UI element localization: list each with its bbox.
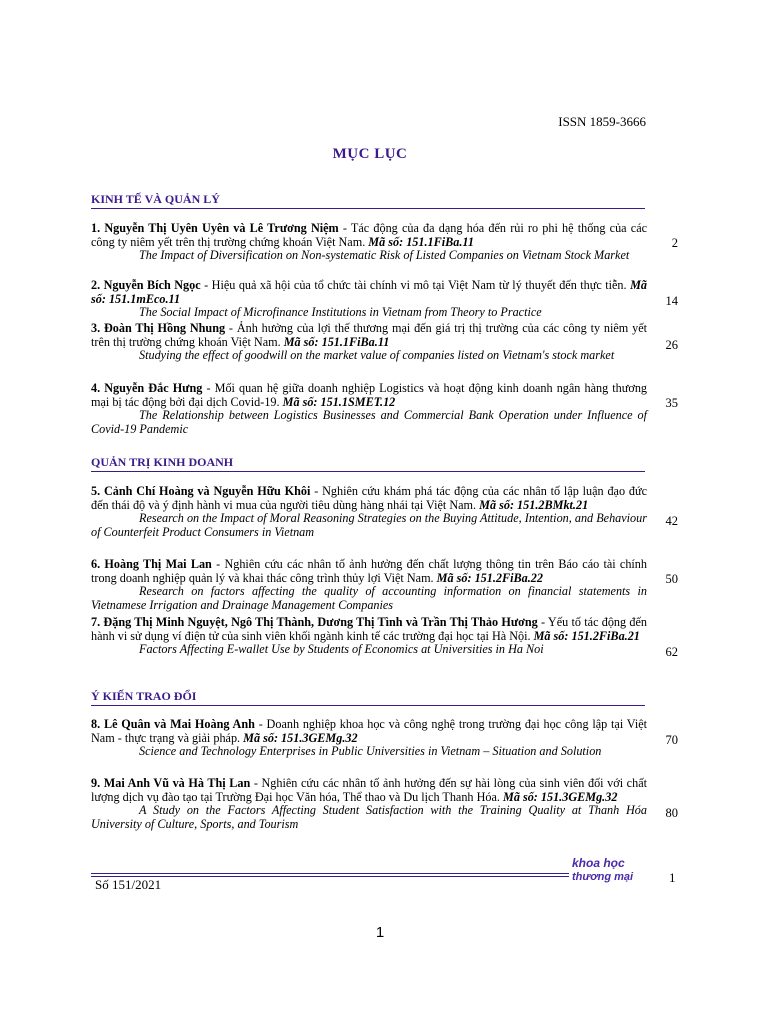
entry-title-vn: - Doanh nghiệp khoa học và công nghệ trong trường đại học công lập tại Việt Nam - thực trạng và giải pháp. — [91, 717, 648, 745]
entry-authors: Mai Anh Vũ và Hà Thị Lan — [103, 776, 251, 790]
section-header-y-kien: Ý KIẾN TRAO ĐỔI — [91, 689, 645, 706]
page-title: MỤC LỤC — [332, 146, 408, 162]
entry-authors: Nguyễn Bích Ngọc — [103, 278, 201, 292]
entry-title-vn: - Mối quan hệ giữa doanh nghiệp Logistics và hoạt động kinh doanh ngân hàng thương mại bị tác động bởi đại dịch Covid-19. — [91, 381, 648, 409]
entry-number: 3. — [91, 321, 101, 335]
logo-line-1: khoa học — [572, 856, 625, 870]
toc-entry-4[interactable] — [91, 382, 647, 436]
entry-number: 1. — [91, 221, 101, 235]
entry-title-en: The Social Impact of Microfinance Institutions in Vietnam from Theory to Practice — [139, 305, 542, 320]
entry-page-number[interactable]: 42 — [665, 514, 678, 528]
issue-number: Số 151/2021 — [95, 877, 162, 892]
entry-title-en: The Impact of Diversification on Non-systematic Risk of Listed Companies on Vietnam Stock Market — [139, 248, 630, 263]
entry-title-vn: - Tác động của đa dạng hóa đến rủi ro phi hệ thống của các công ty niêm yết trên thị trường chứng khoán Việt Nam. — [91, 221, 648, 249]
entry-page-number[interactable]: 80 — [665, 806, 678, 820]
entry-title-vn: - Yếu tố tác động đến hành vi sử dụng ví điện tử của sinh viên khối ngành kinh tế các trường đại học tại Hà Nội. — [91, 615, 647, 643]
journal-page-number: 1 — [669, 870, 676, 885]
entry-authors: Lê Quân và Mai Hoàng Anh — [103, 717, 255, 731]
entry-number: 6. — [91, 557, 101, 571]
entry-number: 7. — [91, 615, 101, 629]
section-header-kinh-te: KINH TẾ VÀ QUẢN LÝ — [91, 192, 645, 209]
footer-divider-thin — [91, 876, 569, 877]
entry-page-number[interactable]: 26 — [665, 338, 678, 352]
entry-code: Mã số: 151.2FiBa.21 — [533, 628, 640, 643]
entry-authors: Nguyễn Đắc Hưng — [104, 381, 203, 395]
entry-title-en: Research on the Impact of Moral Reasoning Strategies on the Buying Attitude, Intention, and Behaviour of Counterfeit Product Consumers in Vietnam — [91, 511, 647, 539]
toc-entry-6[interactable] — [91, 558, 647, 612]
entry-code: Mã số: 151.2FiBa.22 — [436, 570, 543, 585]
logo-line-2: thương mại — [572, 871, 634, 883]
entry-number: 8. — [91, 717, 101, 731]
entry-title-vn: - Nghiên cứu khám phá tác động của các nhân tố lập luận đạo đức đến thái độ và ý định hành vi mua của người tiêu dùng hàng nhái tại Việt Nam. — [91, 484, 647, 512]
entry-title-vn: - Nghiên cứu các nhân tố ảnh hưởng đến sự hài lòng của sinh viên đối với chất lượng dịch vụ đào tạo tại Trường Đại học Văn hóa, Thể thao và Du lịch Thanh Hóa. — [91, 776, 647, 804]
toc-entry-7[interactable] — [91, 616, 647, 657]
entry-title-en: Factors Affecting E-wallet Use by Students of Economics at Universities in Ha Noi — [139, 642, 544, 657]
toc-entry-9[interactable] — [91, 777, 647, 831]
entry-code: Mã số: 151.3GEMg.32 — [502, 789, 618, 804]
entry-number: 2. — [91, 278, 101, 292]
entry-number: 5. — [91, 484, 101, 498]
entry-authors: Đoàn Thị Hồng Nhung — [104, 321, 226, 335]
viewer-page-number: 1 — [375, 924, 385, 941]
entry-number: 9. — [91, 776, 101, 790]
entry-authors: Hoàng Thị Mai Lan — [104, 557, 212, 571]
toc-entry-5[interactable] — [91, 485, 647, 539]
entry-title-en: Research on factors affecting the quality of accounting information on financial statements in Vietnamese Irrigation and Drainage Management Companies — [91, 584, 647, 612]
entry-code: Mã số: 151.2BMkt.21 — [479, 497, 589, 512]
entry-title-vn: - Hiệu quả xã hội của tổ chức tài chính vi mô tại Việt Nam từ lý thuyết đến thực tiễn. — [200, 278, 631, 292]
entry-authors: Nguyễn Thị Uyên Uyên và Lê Trương Niệm — [104, 221, 339, 235]
journal-logo — [572, 856, 636, 884]
toc-entry-1[interactable] — [91, 222, 647, 263]
entry-title-en: The Relationship between Logistics Businesses and Commercial Bank Operation under Influence of Covid-19 Pandemic — [91, 408, 647, 436]
entry-code: Mã số: 151.1FiBa.11 — [368, 234, 474, 249]
footer-divider — [91, 873, 569, 874]
entry-number: 4. — [91, 381, 101, 395]
entry-code: Mã số: 151.1mEco.11 — [91, 278, 647, 306]
entry-authors: Đặng Thị Minh Nguyệt, Ngô Thị Thành, Dương Thị Tình và Trần Thị Thảo Hương — [103, 615, 538, 629]
entry-code: Mã số: 151.3GEMg.32 — [243, 730, 358, 745]
section-header-quan-tri: QUẢN TRỊ KINH DOANH — [91, 455, 645, 472]
entry-page-number[interactable]: 2 — [671, 236, 678, 250]
entry-authors: Cảnh Chí Hoàng và Nguyễn Hữu Khôi — [103, 484, 311, 498]
toc-entry-8[interactable] — [91, 718, 647, 759]
entry-title-vn: - Nghiên cứu các nhân tố ảnh hưởng đến chất lượng thông tin trên Báo cáo tài chính trong doanh nghiệp quản lý và khai thác công trình thủy lợi Việt Nam. — [91, 557, 647, 585]
entry-page-number[interactable]: 14 — [665, 294, 678, 308]
entry-title-vn: - Ảnh hưởng của lợi thế thương mại đến giá trị thị trường của các công ty niêm yết trên thị trường chứng khoán Việt Nam. — [91, 321, 648, 349]
entry-page-number[interactable]: 70 — [665, 733, 678, 747]
entry-code: Mã số: 151.1SMET.12 — [282, 394, 396, 409]
toc-entry-2[interactable] — [91, 279, 647, 320]
entry-title-en: A Study on the Factors Affecting Student Satisfaction with the Training Quality at Thanh Hóa University of Culture, Sports, and Tourism — [91, 803, 647, 831]
entry-page-number[interactable]: 35 — [665, 396, 678, 410]
entry-page-number[interactable]: 50 — [665, 572, 678, 586]
issn-number: ISSN 1859-3666 — [558, 114, 646, 129]
entry-page-number[interactable]: 62 — [665, 645, 678, 659]
entry-title-en: Studying the effect of goodwill on the market value of companies listed on Vietnam's stock market — [139, 348, 615, 363]
toc-entry-3[interactable] — [91, 322, 647, 363]
entry-title-en: Science and Technology Enterprises in Public Universities in Vietnam – Situation and Solution — [139, 744, 602, 759]
entry-code: Mã số: 151.1FiBa.11 — [283, 334, 390, 349]
